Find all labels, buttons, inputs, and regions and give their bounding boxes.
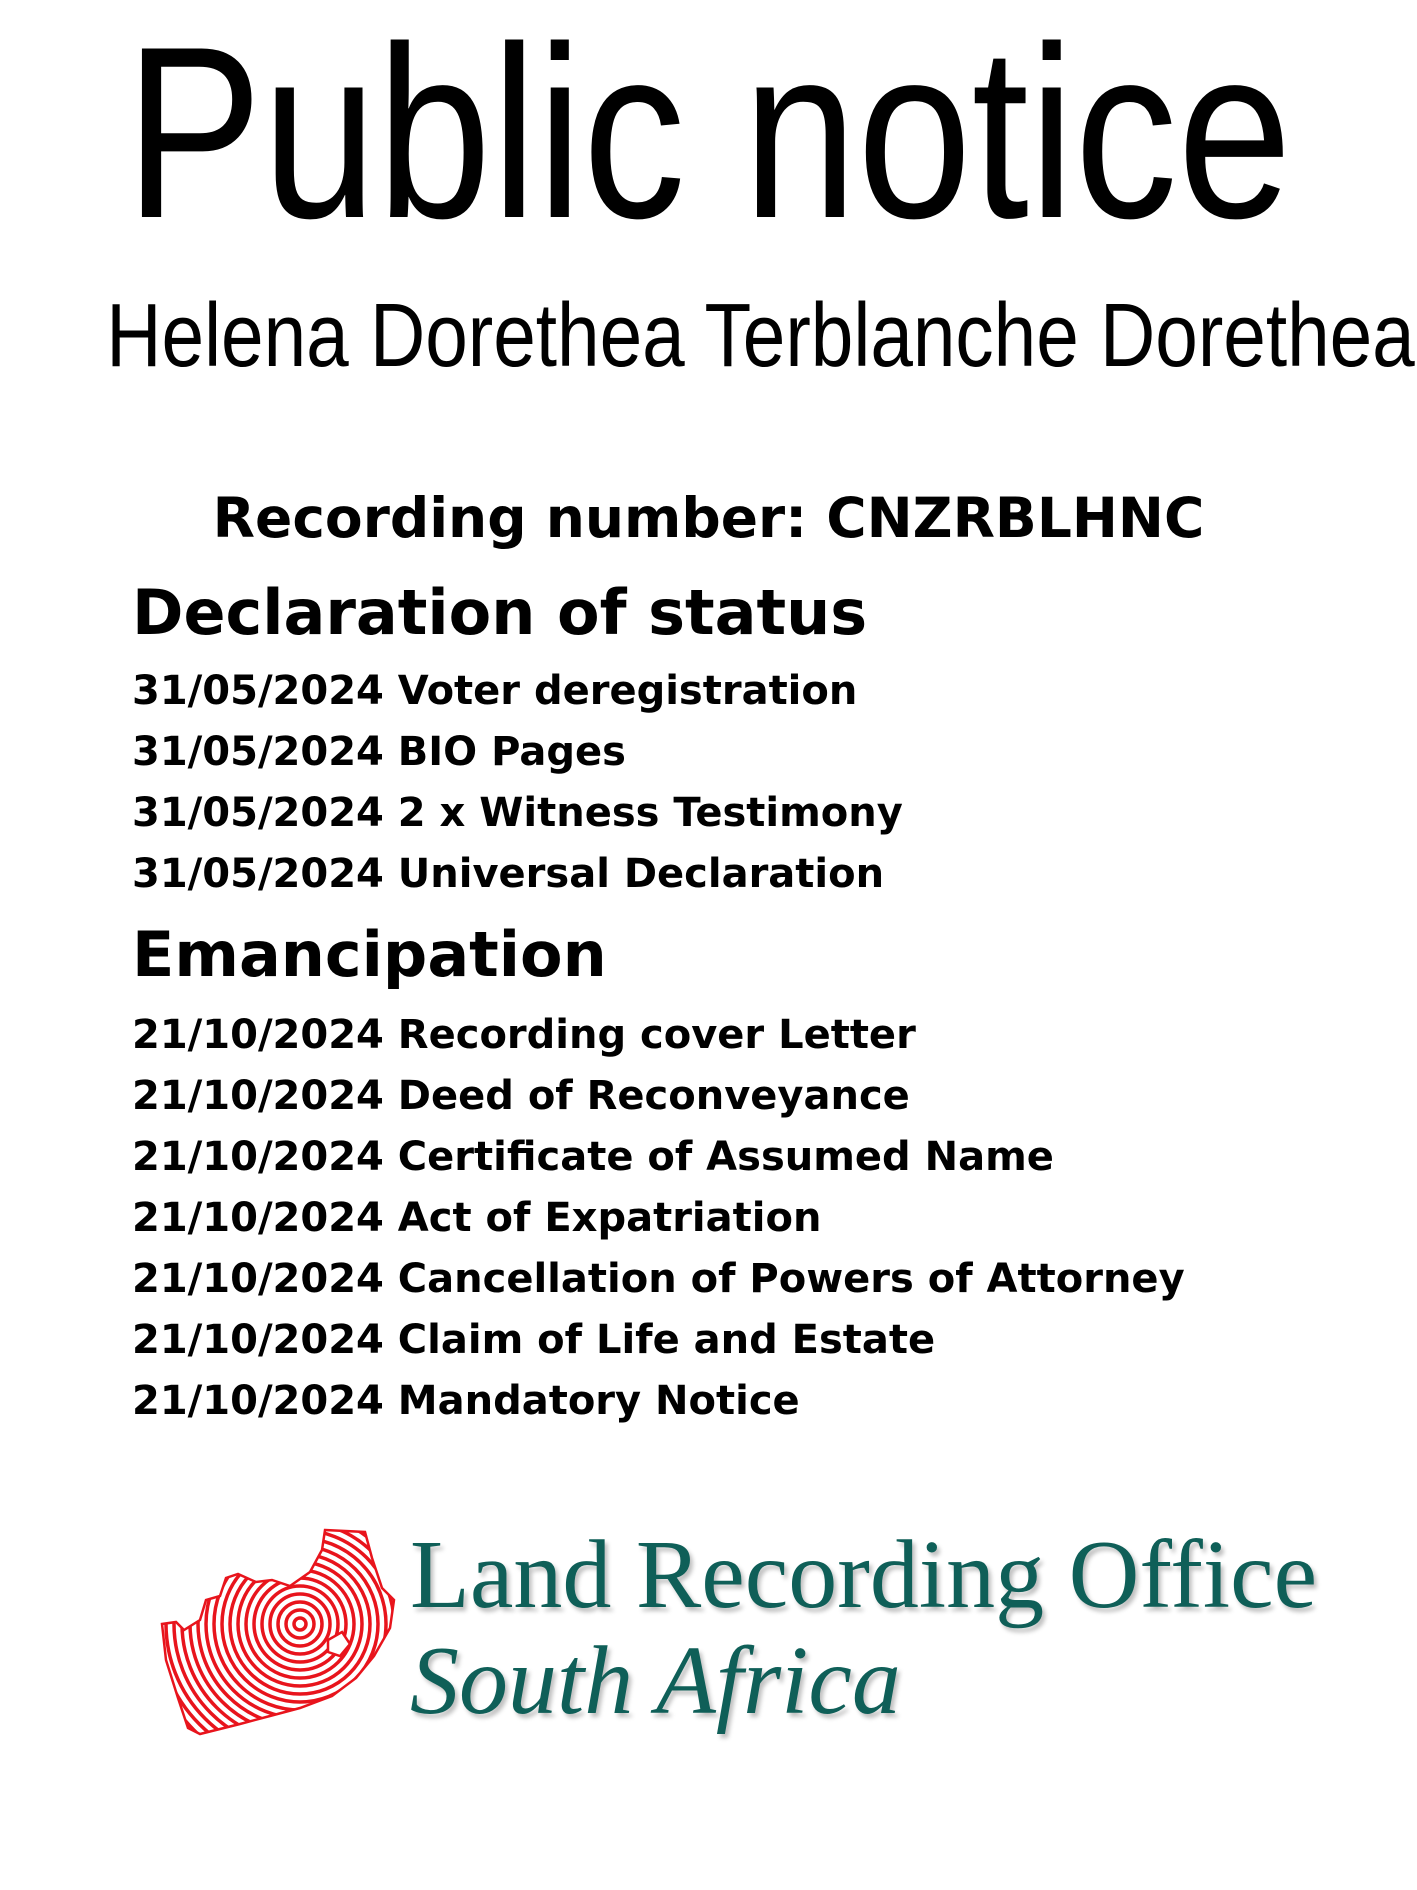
list-item: 21/10/2024 Cancellation of Powers of Attorney — [132, 1256, 1185, 1302]
list-item: 31/05/2024 Universal Declaration — [132, 851, 885, 897]
list-item: 21/10/2024 Recording cover Letter — [132, 1012, 916, 1058]
recording-number: Recording number: CNZRBLHNC — [212, 486, 1205, 550]
list-item: 31/05/2024 Voter deregistration — [132, 668, 858, 714]
section-heading-emancipation: Emancipation — [132, 918, 607, 991]
south-africa-fingerprint-map-logo — [160, 1528, 396, 1736]
list-item: 21/10/2024 Mandatory Notice — [132, 1378, 800, 1424]
list-item: 21/10/2024 Act of Expatriation — [132, 1195, 822, 1241]
person-name: Helena Dorethea Terblanche Dorethea — [106, 286, 1415, 386]
list-item: 21/10/2024 Deed of Reconveyance — [132, 1073, 910, 1119]
list-item: 31/05/2024 BIO Pages — [132, 729, 626, 775]
section-heading-declaration: Declaration of status — [132, 576, 868, 649]
page-title: Public notice — [125, 0, 1292, 269]
list-item: 21/10/2024 Certificate of Assumed Name — [132, 1134, 1054, 1180]
list-item: 21/10/2024 Claim of Life and Estate — [132, 1317, 936, 1363]
logo-title: Land Recording Office — [410, 1521, 1318, 1629]
logo-subtitle: South Africa — [410, 1627, 901, 1735]
list-item: 31/05/2024 2 x Witness Testimony — [132, 790, 903, 836]
